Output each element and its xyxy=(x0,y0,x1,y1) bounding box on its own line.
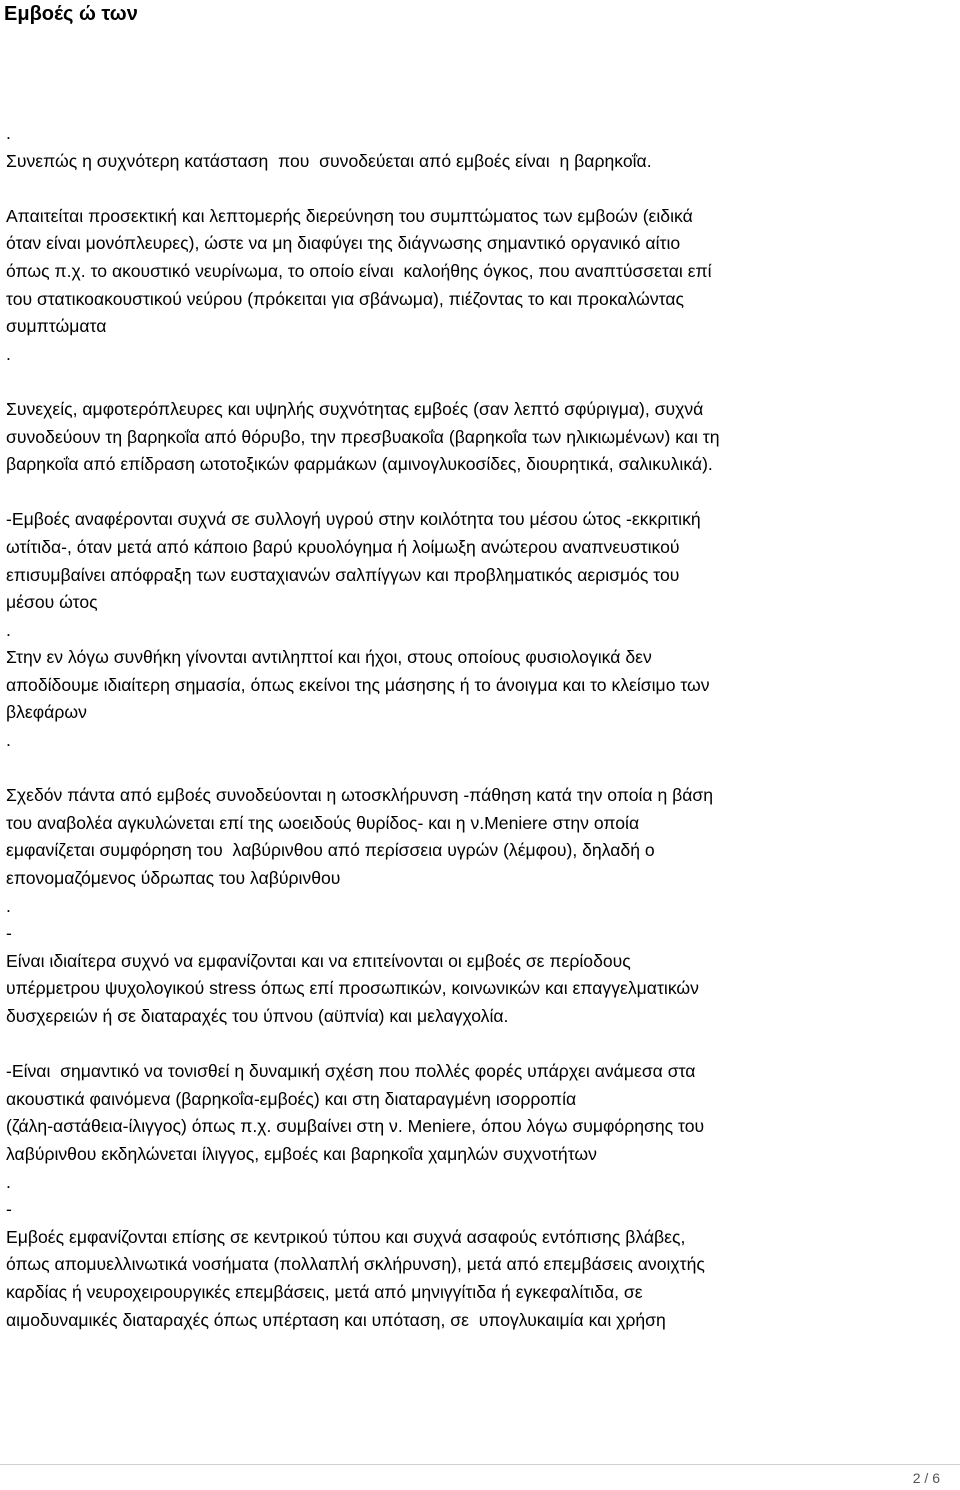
text-line: Στην εν λόγω συνθήκη γίνονται αντιληπτοί και ήχοι, στους οποίους φυσιολογικά δεν xyxy=(6,647,652,668)
text-line: όταν είναι μονόπλευρες), ώστε να μη διαφύγει της διάγνωσης σημαντικό οργανικό αίτιο xyxy=(6,233,681,254)
text-line: -Εμβοές αναφέρονται συχνά σε συλλογή υγρού στην κοιλότητα του μέσου ώτος -εκκριτική xyxy=(6,509,701,530)
text-line: . xyxy=(6,619,11,640)
text-line: (ζάλη-αστάθεια-ίλιγγος) όπως π.χ. συμβαίνει στη ν. Meniere, όπου λόγω συμφόρησης του xyxy=(6,1116,705,1137)
text-line: -Είναι σημαντικό να τονισθεί η δυναμική σχέση που πολλές φορές υπάρχει ανάμεσα στα xyxy=(6,1061,696,1082)
text-line: - xyxy=(6,923,12,944)
text-line: βλεφάρων xyxy=(6,702,87,723)
paragraph-gap xyxy=(6,479,946,507)
document-body xyxy=(6,120,946,1334)
text-line: Σχεδόν πάντα από εμβοές συνοδεύονται η ωτοσκλήρυνση -πάθηση κατά την οποία η βάση xyxy=(6,785,714,806)
text-line: Συνεχείς, αμφοτερόπλευρες και υψηλής συχνότητας εμβοές (σαν λεπτό σφύριγμα), συχνά xyxy=(6,398,704,419)
text-line: αποδίδουμε ιδιαίτερη σημασία, όπως εκείνοι της μάσησης ή το άνοιγμα και το κλείσιμο των xyxy=(6,674,710,695)
paragraph xyxy=(6,396,946,479)
text-line: ακουστικά φαινόμενα (βαρηκοΐα-εμβοές) και στη διαταραγμένη ισορροπία xyxy=(6,1088,577,1109)
text-line: βαρηκοΐα από επίδραση ωτοτοξικών φαρμάκων (αμινογλυκοσίδες, διουρητικά, σαλικυλικά). xyxy=(6,454,713,475)
paragraph xyxy=(6,120,946,175)
text-line: Συνεπώς η συχνότερη κατάσταση που συνοδεύεται από εμβοές είναι η βαρηκοΐα. xyxy=(6,150,652,171)
page-title: Εμβοές ώ των xyxy=(4,3,138,25)
paragraph xyxy=(6,1058,946,1334)
paragraph-gap xyxy=(6,368,946,396)
text-line: επισυμβαίνει απόφραξη των ευσταχιανών σαλπίγγων και προβληματικός αερισμός του xyxy=(6,564,680,585)
paragraph xyxy=(6,506,946,754)
text-line: υπέρμετρου ψυχολογικού stress όπως επί προσωπικών, κοινωνικών και επαγγελματικών xyxy=(6,978,699,999)
text-line: συνοδεύουν τη βαρηκοΐα από θόρυβο, την πρεσβυακοΐα (βαρηκοΐα των ηλικιωμένων) και τη xyxy=(6,426,720,447)
paragraph-gap xyxy=(6,755,946,783)
paragraph xyxy=(6,203,946,369)
text-line: Εμβοές εμφανίζονται επίσης σε κεντρικού τύπου και συχνά ασαφούς εντόπισης βλάβες, xyxy=(6,1226,686,1247)
text-line: . xyxy=(6,730,11,751)
text-line: ωτίτιδα-, όταν μετά από κάποιο βαρύ κρυολόγημα ή λοίμωξη ανώτερου αναπνευστικού xyxy=(6,536,680,557)
text-line: . xyxy=(6,895,11,916)
text-line: . xyxy=(6,1171,11,1192)
text-line: όπως απομυελλινωτικά νοσήματα (πολλαπλή σκλήρυνση), μετά από επεμβάσεις ανοιχτής xyxy=(6,1254,705,1275)
page-number: 2 / 6 xyxy=(912,1470,940,1486)
paragraph xyxy=(6,782,946,1030)
text-line: του αναβολέα αγκυλώνεται επί της ωοειδούς θυρίδος- και η ν.Meniere στην οποία xyxy=(6,812,640,833)
footer-divider xyxy=(0,1464,960,1465)
text-line: - xyxy=(6,1199,12,1220)
text-line: όπως π.χ. το ακουστικό νευρίνωμα, το οποίο είναι καλοήθης όγκος, που αναπτύσσεται επί xyxy=(6,260,712,281)
paragraph-gap xyxy=(6,175,946,203)
text-line: Είναι ιδιαίτερα συχνό να εμφανίζονται και να επιτείνονται οι εμβοές σε περίοδους xyxy=(6,950,631,971)
text-line: συμπτώματα xyxy=(6,316,107,337)
paragraph-gap xyxy=(6,1031,946,1059)
text-line: καρδίας ή νευροχειρουργικές επεμβάσεις, μετά από μηνιγγίτιδα ή εγκεφαλίτιδα, σε xyxy=(6,1281,643,1302)
text-line: επονομαζόμενος ύδρωπας του λαβύρινθου xyxy=(6,868,341,889)
text-line: . xyxy=(6,343,11,364)
text-line: αιμοδυναμικές διαταραχές όπως υπέρταση και υπόταση, σε υπογλυκαιμία και χρήση xyxy=(6,1309,666,1330)
text-line: μέσου ώτος xyxy=(6,592,98,613)
text-line: λαβύρινθου εκδηλώνεται ίλιγγος, εμβοές και βαρηκοΐα χαμηλών συχνοτήτων xyxy=(6,1143,597,1164)
text-line: δυσχερειών ή σε διαταραχές του ύπνου (αϋπνία) και μελαγχολία. xyxy=(6,1006,509,1026)
text-line: του στατικοακουστικού νεύρου (πρόκειται για σβάνωμα), πιέζοντας το και προκαλώντας xyxy=(6,288,684,309)
text-line: εμφανίζεται συμφόρηση του λαβύρινθου από περίσσεια υγρών (λέμφου), δηλαδή ο xyxy=(6,840,655,861)
text-line: Απαιτείται προσεκτική και λεπτομερής διερεύνηση του συμπτώματος των εμβοών (ειδικά xyxy=(6,205,693,226)
text-line: . xyxy=(6,123,11,143)
